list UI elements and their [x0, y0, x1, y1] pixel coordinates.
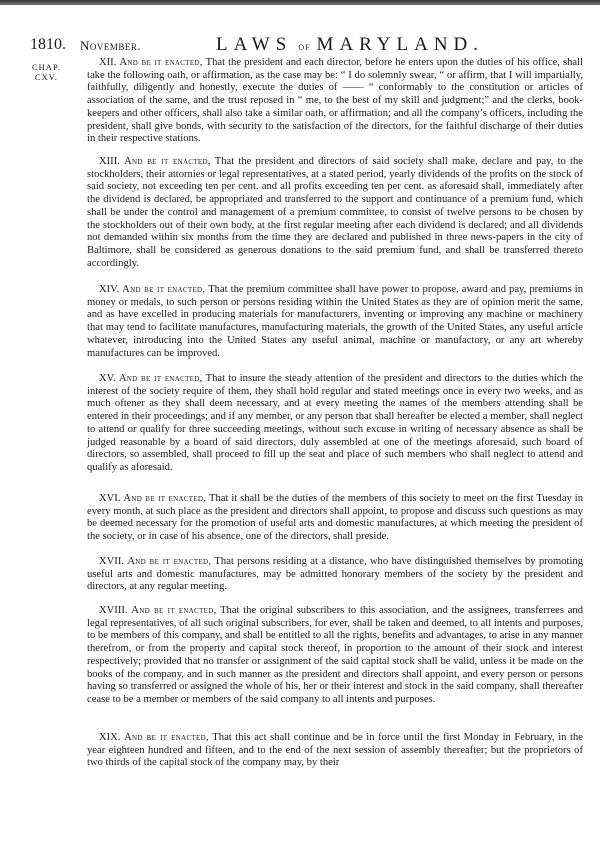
title-laws: LAWS: [216, 34, 293, 55]
section-number: XIV.: [99, 284, 120, 295]
section-body: That the president and directors of said society shall make, declare and pay, to the stockholders, their attornies or legal representatives, at a stated period, yearly dividends of the profits on the stock of said society, not exceeding ten per cent. and all profits exceeding ten per cent. as aforesaid shall, immediately after the dividend is declared, be appropriated and transferred to the support and continuance of a premium fund, which shall be under the control and management of a premium committee, to consist of twelve persons to be chosen by the stockholders out of their own body, at the first regular meeting after each dividend is declared; and all dividends not demanded within six months from the time they are declared and published in three news-papers in the city of Baltimore, shall be considered as generous donations to the said premium fund, and shall be transferred thereto accordingly.: [87, 156, 583, 269]
section-xii: [87, 57, 583, 146]
section-xviii: [87, 605, 583, 707]
enacting-clause: And be it enacted,: [127, 556, 212, 567]
section-number: XIII.: [99, 156, 120, 167]
page-header: [30, 34, 590, 56]
section-number: XVII.: [99, 556, 125, 567]
enacting-clause: And be it enacted,: [119, 57, 203, 68]
chapter-margin-note: [32, 62, 61, 82]
enacting-clause: And be it enacted,: [131, 605, 217, 616]
section-body: That the premium committee shall have power to propose, award and pay, premiums in money or medals, to such person or persons residing within the United States as they are of opinion merit the same, and as have excelled in producing materials for manufacturers, inventing or improving any machine or machinery that may tend to facilitate manufactures, manufacturing materials, the growth of the United States, any useful article whatever, introducing into the United States any useful animal, machine or manufactory, or any art whereby manufactures can be improved.: [87, 284, 583, 359]
enacting-clause: And be it enacted,: [118, 373, 203, 384]
section-xvii: [87, 556, 583, 594]
section-number: XVI.: [99, 493, 121, 504]
chap-number: CXV.: [34, 72, 58, 82]
scan-edge: [0, 0, 600, 5]
section-xiii: [87, 156, 583, 270]
section-number: XV.: [99, 373, 116, 384]
section-xvi: [87, 493, 583, 544]
enacting-clause: And be it enacted,: [124, 732, 209, 743]
enacting-clause: And be it enacted,: [124, 156, 211, 167]
section-number: XVIII.: [99, 605, 128, 616]
section-body: That it shall be the duties of the members of this society to meet on the first Tuesday in every month, at such place as the president and directors shall appoint, to propose and discuss such questions as may be deemed necessary for the promotion of useful arts and domestic manufactures, at which meeting the president of the society, or in case of his absence, one of the directors, shall preside.: [87, 493, 583, 543]
enacting-clause: And be it enacted,: [123, 493, 207, 504]
chap-label: CHAP.: [32, 62, 61, 72]
section-body: That this act shall continue and be in force until the first Monday in February, in the year eighteen hundred and fifteen, and to the end of the next session of assembly thereafter; but the proprietors of two thirds of the capital stock of the company may, by their: [87, 732, 583, 769]
section-xv: [87, 373, 583, 475]
page-title: [216, 34, 484, 56]
section-body: That the president and each director, before he enters upon the duties of his office, shall take the following oath, or affirmation, as the case may be: “ I do solemnly swear, “ or affirm, that I will impartially, faithfully, diligently and honestly, execute the duties of —— “ conformably to the constitution or articles of association of the same, and the trust reposed in “ me, to the best of my skill and judgment;” and the clerks, book-keepers and other officers, shall also take a similar oath, or affirmation; and all the company’s officers, including the president, shall give bonds, with security to the satisfaction of the directors, for the faithful discharge of their duties in their respective stations.: [87, 57, 583, 145]
section-body: That to insure the steady attention of the president and directors to the duties which the interest of the society require of them, they shall hold regular and stated meetings once in every two weeks, and as much oftener as they shall deem necessary, and at every meeting the names of the members attending shall be entered in their proceedings; and if any member, or any person that shall hereafter be elected a member, shall neglect to attend or qualify for three succeeding meetings, without such excuse in writing of necessary absence as shall be judged reasonable by a board of said directors, duly assembled at one of the meetings aforesaid, such board of directors, so assembled, shall proceed to fill up the seat and place of such members who shall neglect to attend and qualify as aforesaid.: [87, 373, 583, 473]
section-body: That persons residing at a distance, who have distinguished themselves by promoting useful arts and domestic manufactures, may be admitted honorary members of the society by the president and directors, at any regular meeting.: [87, 556, 583, 593]
header-year: 1810.: [30, 36, 66, 53]
title-maryland: MARYLAND.: [316, 34, 485, 55]
section-number: XIX.: [99, 732, 121, 743]
header-month: November.: [80, 38, 142, 53]
section-xiv: [87, 284, 583, 360]
section-xix: [87, 732, 583, 770]
section-number: XII.: [99, 57, 117, 68]
enacting-clause: And be it enacted,: [122, 284, 206, 295]
section-body: That the original subscribers to this association, and the assignees, transferrees and legal representatives, of all such original subscribers, for ever, shall be taken and deemed, to all intents and purposes, to be members of this company, and shall be entitled to all the rights, benefits and advantages, to arise in any manner therefrom, or from the property and capital stock thereof, in proportion to the amount of their stock and interest respectively; provided that no transfer or assignment of the said capital stock shall be valid, unless it be made on the books of the company, and in such manner as the president and directors shall appoint, and every person or persons having so transferred or assigned the whole of his, her or their interest and stock in the said company, shall thereafter cease to be a member or members of the said company to all intents and purposes.: [87, 605, 583, 705]
title-of: of: [298, 41, 311, 53]
